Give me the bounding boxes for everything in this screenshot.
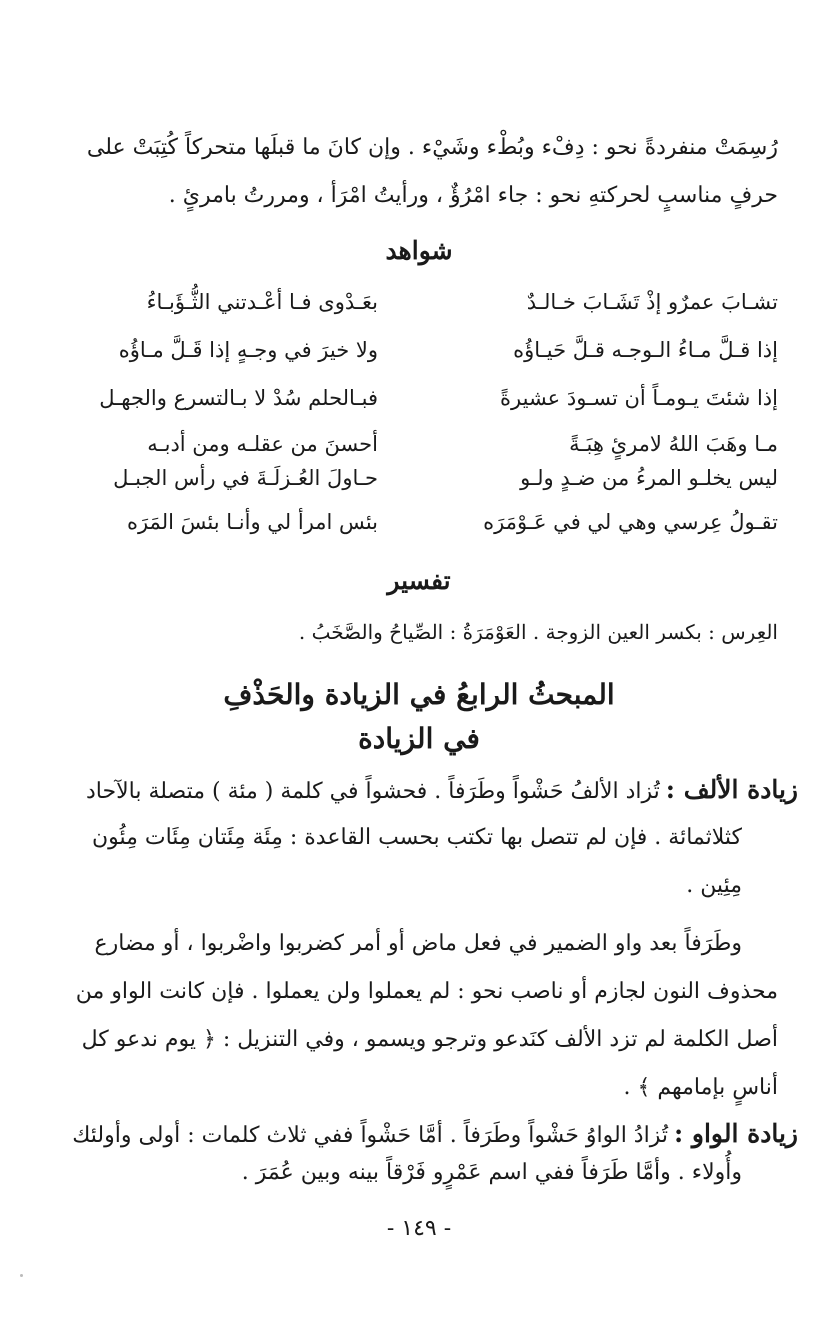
intro-line-2: حرفٍ مناسبٍ لحركتهِ نحو : جاء امْرُؤٌ ، ورأيتُ امْرَأ ، ومررتُ بامرئٍ . (168, 183, 778, 208)
verse-first-hemistich: إذا قـلَّ مـاءُ الـوجـه قـلَّ حَيـاؤُه (513, 338, 778, 362)
verse-first-hemistich: تشـابَ عمرٌو إذْ تَشَـابَ خـالـدٌ (526, 290, 778, 314)
verse-row (48, 282, 778, 322)
tafsir-heading: تفسير (387, 566, 451, 595)
verse-first-hemistich: إذا شئتَ يـومـاً أن تسـودَ عشيرةً (500, 386, 778, 410)
verse-first-hemistich: تقـولُ عِرسي وهي لي في عَـوْمَرَه (483, 510, 778, 534)
scan-speck (20, 1274, 23, 1277)
waw-line-1-text: تُزادُ الواوُ حَشْواً وطَرَفاً . أمَّا حَشْواً ففي ثلاث كلمات : أولى وأولئك (72, 1123, 668, 1148)
verse-row (48, 378, 778, 418)
alif-para2-line-4: أناسٍ بإمامهم ﴾ . (623, 1075, 778, 1100)
alif-continuation (50, 814, 742, 910)
waw-continuation (50, 1158, 742, 1188)
section-title: المبحثُ الرابعُ في الزيادة والحَذْفِ (223, 678, 615, 711)
verse-row (48, 330, 778, 370)
verse-second-hemistich: فبـالحلم سُدْ لا بـالتسرع والجهـل (99, 386, 378, 410)
shawahid-heading: شواهد (385, 236, 453, 265)
waw-line-1 (50, 1110, 798, 1160)
alif-para2-line-3: أصل الكلمة لم تزد الألف كنَدعو وترجو ويسمو ، وفي التنزيل : ﴿ يوم ندعو كل (81, 1027, 778, 1052)
alif-line-2: كثلاثمائة . فإن لم تتصل بها تكتب بحسب القاعدة : مِئَة مِئَتان مِئَات مِئُون (91, 825, 742, 850)
alif-line-1 (50, 766, 798, 816)
waw-term: زيادة الواو : (673, 1119, 798, 1148)
tafsir-text: العِرس : بكسر العين الزوجة . العَوْمَرَةُ : الصِّياحُ والصَّخَبُ . (298, 620, 778, 644)
alif-para2-line-1: وطَرَفاً بعد واو الضمير في فعل ماض أو أمر كضربوا واضْربوا ، أو مضارع (94, 931, 742, 956)
intro-line-1: رُسِمَتْ منفردةً نحو : دِفْء وبُطْء وشَيْء . وإن كانَ ما قبلَها متحركاً كُتِبَتْ على (86, 135, 778, 160)
verse-second-hemistich: حـاولَ العُـزلَـةَ في رأس الجبـل (113, 466, 378, 490)
alif-term: زيادة الألف : (665, 775, 798, 804)
verse-second-hemistich: بئس امرأ لي وأنـا بئسَ المَرَه (126, 510, 378, 534)
page-number: - ١٤٩ - (386, 1216, 452, 1241)
verse-first-hemistich: ليس يخلـو المرءُ من ضـدٍ ولـو (520, 466, 778, 490)
alif-para2-line-2: محذوف النون لجازم أو ناصب نحو : لم يعملوا ولن يعملوا . فإن كانت الواو من (75, 979, 778, 1004)
alif-line-3: مِئِين . (686, 873, 742, 898)
alif-line-1-text: تُزاد الألفُ حَشْواً وطَرَفاً . فحشواً في كلمة ( مئة ) متصلة بالآحاد (85, 779, 660, 804)
intro-paragraph (52, 124, 778, 220)
verse-second-hemistich: بعَـدْوى فـا أعْـدتني الثُّـؤَبـاءُ (146, 290, 378, 314)
waw-line-2: وأُولاء . وأمَّا طَرَفاً ففي اسم عَمْرٍو فَرْقاً بينه وبين عُمَرَ . (241, 1160, 742, 1185)
waw-entry (50, 1110, 798, 1160)
verse-second-hemistich: ولا خيرَ في وجـهٍ إذا قَـلَّ مـاؤُه (118, 338, 378, 362)
verse-first-hemistich: مـا وهَبَ اللهُ لامرئٍ هِبَـةً (569, 432, 778, 456)
subsection-title: في الزيادة (358, 722, 480, 755)
verse-row (48, 458, 778, 498)
alif-paragraph-2 (52, 920, 778, 1112)
alif-entry (50, 766, 798, 816)
verse-row (48, 502, 778, 542)
verse-second-hemistich: أحسنَ من عقلـه ومن أدبـه (147, 432, 378, 456)
